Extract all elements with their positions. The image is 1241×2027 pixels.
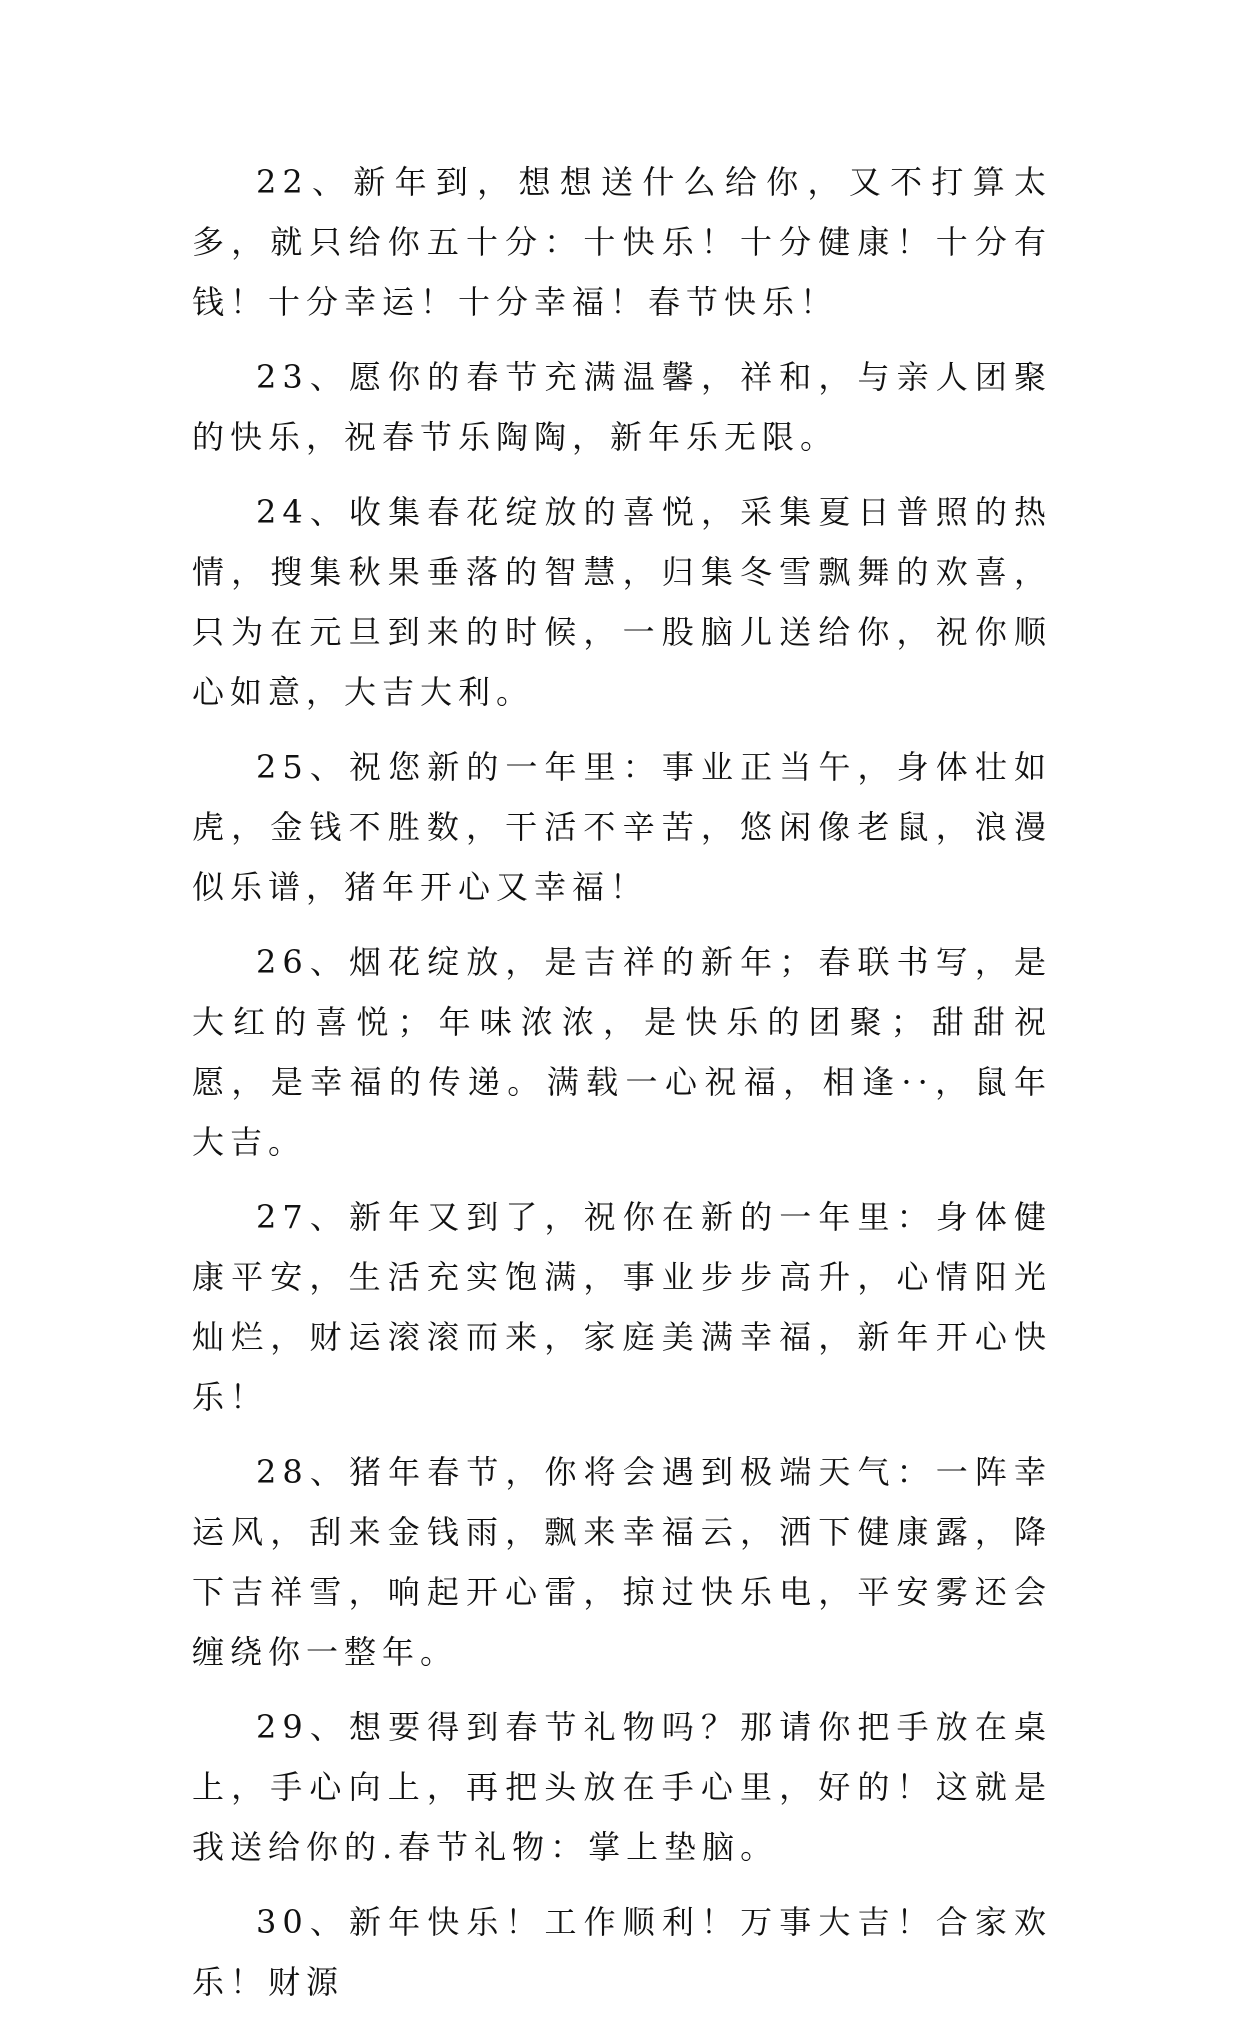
- paragraph-28: 28、猪年春节，你将会遇到极端天气：一阵幸运风，刮来金钱雨，飘来幸福云，洒下健康露，降下吉祥雪，响起开心雷，掠过快乐电，平安雾还会缠绕你一整年。: [192, 1453, 1052, 1671]
- paragraph-27: 27、新年又到了，祝你在新的一年里：身体健康平安，生活充实饱满，事业步步高升，心情阳光灿烂，财运滚滚而来，家庭美满幸福，新年开心快乐！: [192, 1198, 1052, 1416]
- document-body: [192, 152, 1052, 2027]
- paragraph-22: 22、新年到，想想送什么给你，又不打算太多，就只给你五十分：十快乐！十分健康！十分有钱！十分幸运！十分幸福！春节快乐！: [192, 163, 1052, 321]
- paragraph-25: 25、祝您新的一年里：事业正当午，身体壮如虎，金钱不胜数，干活不辛苦，悠闲像老鼠，浪漫似乐谱，猪年开心又幸福！: [192, 748, 1052, 906]
- paragraph-24: 24、收集春花绽放的喜悦，采集夏日普照的热情，搜集秋果垂落的智慧，归集冬雪飘舞的欢喜，只为在元旦到来的时候，一股脑儿送给你，祝你顺心如意，大吉大利。: [192, 493, 1052, 711]
- paragraph-29: 29、想要得到春节礼物吗？那请你把手放在桌上，手心向上，再把头放在手心里，好的！这就是我送给你的.春节礼物：掌上垫脑。: [192, 1708, 1052, 1866]
- paragraph-30: 30、新年快乐！工作顺利！万事大吉！合家欢乐！财源: [192, 1903, 1052, 2001]
- paragraph-23: 23、愿你的春节充满温馨，祥和，与亲人团聚的快乐，祝春节乐陶陶，新年乐无限。: [192, 358, 1052, 456]
- paragraph-26: 26、烟花绽放，是吉祥的新年；春联书写，是大红的喜悦；年味浓浓，是快乐的团聚；甜甜祝愿，是幸福的传递。满载一心祝福，相逢··，鼠年大吉。: [192, 943, 1052, 1161]
